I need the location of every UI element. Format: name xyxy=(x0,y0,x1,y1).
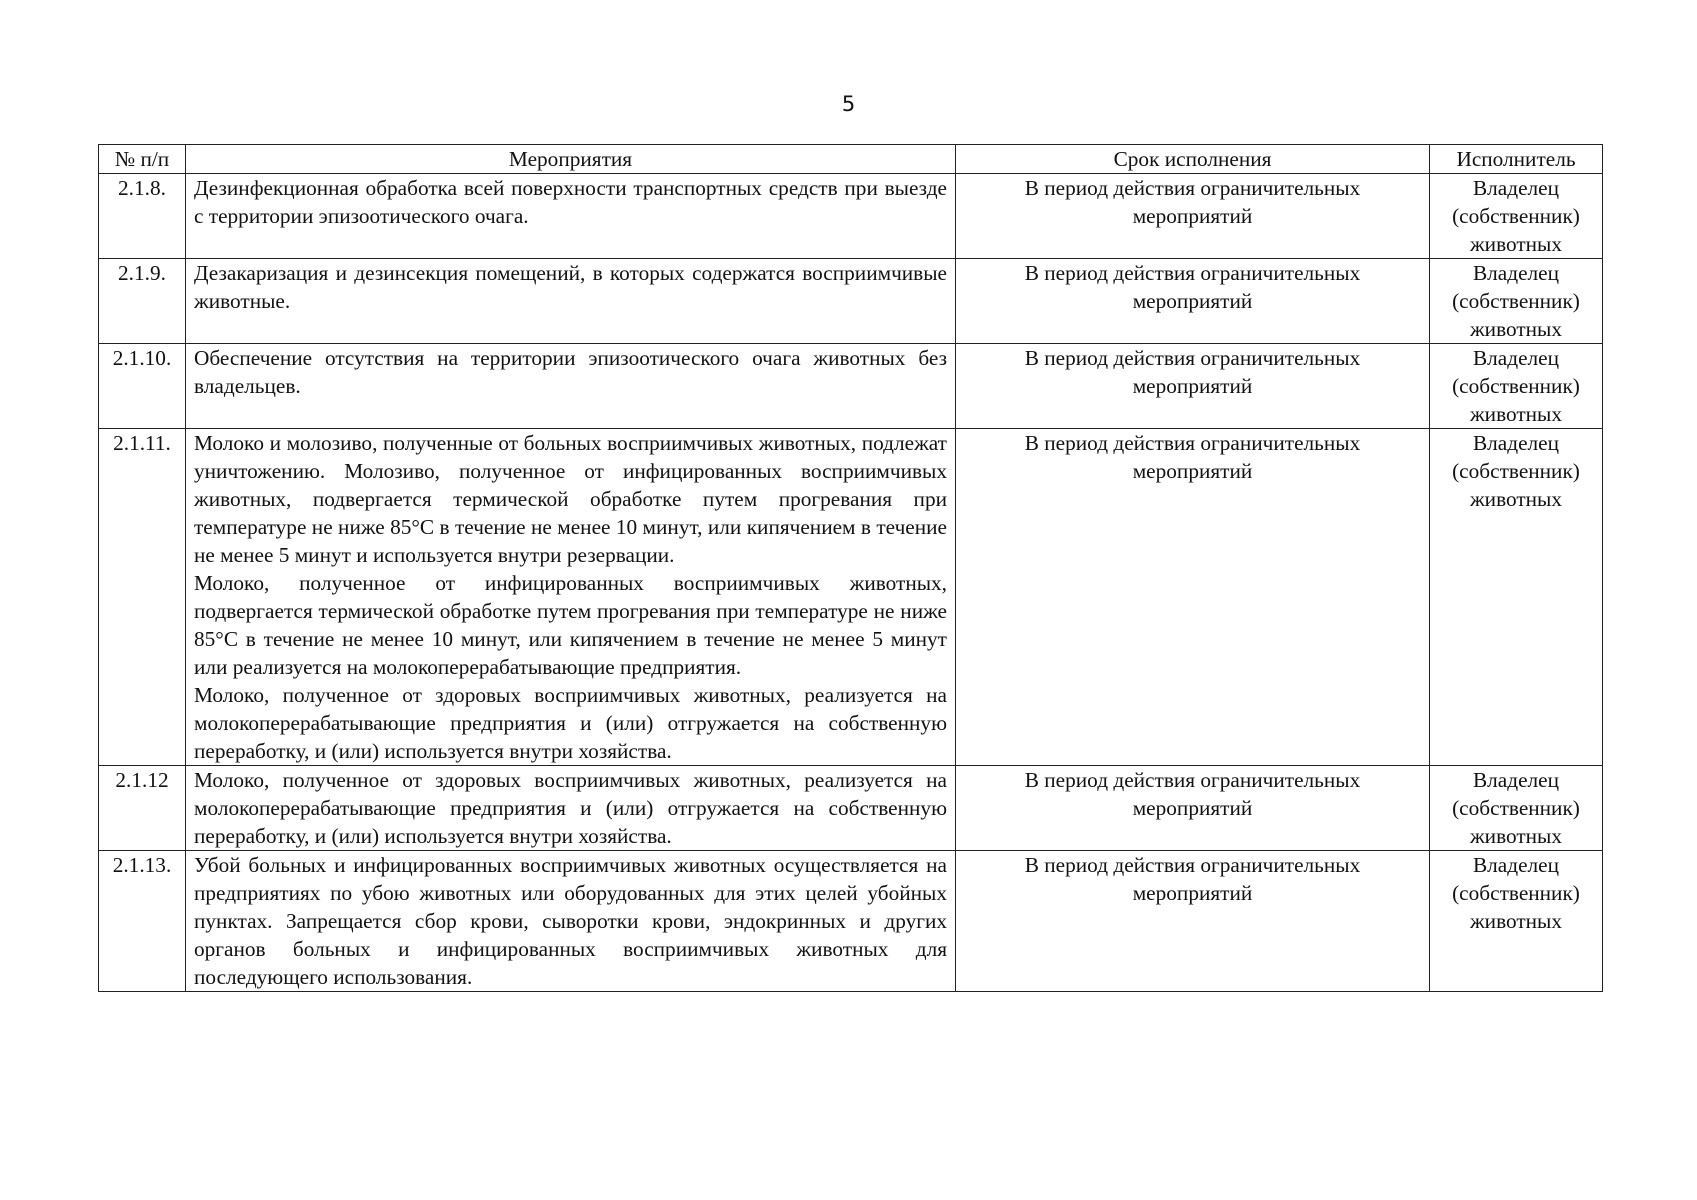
table-header-row xyxy=(99,145,1603,174)
row-number: 2.1.12 xyxy=(99,766,186,851)
row-number: 2.1.8. xyxy=(99,174,186,259)
row-number: 2.1.10. xyxy=(99,344,186,429)
measure-paragraph: Молоко, полученное от инфицированных восприимчивых животных, подвергается термической обработке путем прогревания при температуре не ниже 85°С в течение не менее 10 минут, или кипячением в течение не менее 5 минут или реализуется на молокоперерабатывающие предприятия. xyxy=(194,571,947,679)
measure-paragraph: Дезинфекционная обработка всей поверхности транспортных средств при выезде с территории эпизоотического очага. xyxy=(194,176,947,228)
row-number: 2.1.13. xyxy=(99,851,186,992)
table-row xyxy=(99,851,1603,992)
row-term: В период действия ограничительных мероприятий xyxy=(956,766,1430,851)
row-term: В период действия ограничительных мероприятий xyxy=(956,259,1430,344)
measure-paragraph: Молоко, полученное от здоровых восприимчивых животных, реализуется на молокоперерабатывающие предприятия и (или) отгружается на собственную переработку, и (или) используется внутри хозяйства. xyxy=(194,768,947,848)
row-measure xyxy=(186,766,956,851)
row-term: В период действия ограничительных мероприятий xyxy=(956,851,1430,992)
header-measure: Мероприятия xyxy=(186,145,956,174)
row-number: 2.1.11. xyxy=(99,429,186,766)
measure-paragraph: Обеспечение отсутствия на территории эпизоотического очага животных без владельцев. xyxy=(194,346,947,398)
row-measure xyxy=(186,851,956,992)
measures-table xyxy=(98,144,1603,992)
row-measure xyxy=(186,429,956,766)
header-num: № п/п xyxy=(99,145,186,174)
row-term: В период действия ограничительных мероприятий xyxy=(956,174,1430,259)
measure-paragraph: Молоко и молозиво, полученные от больных восприимчивых животных, подлежат уничтожению. Молозиво, полученное от инфицированных восприимчивых животных, подвергается термической обработке путем прогревания при температуре не ниже 85°С в течение не менее 10 минут, или кипячением в течение не менее 5 минут и используется внутри резервации. xyxy=(194,431,947,567)
row-executor: Владелец (собственник) животных xyxy=(1430,429,1603,766)
page-number: 5 xyxy=(841,92,856,116)
row-number: 2.1.9. xyxy=(99,259,186,344)
table-row xyxy=(99,259,1603,344)
measure-paragraph: Молоко, полученное от здоровых восприимчивых животных, реализуется на молокоперерабатывающие предприятия и (или) отгружается на собственную переработку, и (или) используется внутри хозяйства. xyxy=(194,683,947,763)
row-measure xyxy=(186,174,956,259)
row-measure xyxy=(186,259,956,344)
header-term: Срок исполнения xyxy=(956,145,1430,174)
row-term: В период действия ограничительных мероприятий xyxy=(956,344,1430,429)
header-executor: Исполнитель xyxy=(1430,145,1603,174)
row-term: В период действия ограничительных мероприятий xyxy=(956,429,1430,766)
row-executor: Владелец (собственник) животных xyxy=(1430,344,1603,429)
row-executor: Владелец (собственник) животных xyxy=(1430,174,1603,259)
row-measure xyxy=(186,344,956,429)
table-row xyxy=(99,344,1603,429)
measure-paragraph: Убой больных и инфицированных восприимчивых животных осуществляется на предприятиях по убою животных или оборудованных для этих целей убойных пунктах. Запрещается сбор крови, сыворотки крови, эндокринных и других органов больных и инфицированных восприимчивых животных для последующего использования. xyxy=(194,853,947,989)
row-executor: Владелец (собственник) животных xyxy=(1430,851,1603,992)
table-row xyxy=(99,429,1603,766)
table-row xyxy=(99,174,1603,259)
row-executor: Владелец (собственник) животных xyxy=(1430,259,1603,344)
measure-paragraph: Дезакаризация и дезинсекция помещений, в которых содержатся восприимчивые животные. xyxy=(194,261,947,313)
row-executor: Владелец (собственник) животных xyxy=(1430,766,1603,851)
table-row xyxy=(99,766,1603,851)
